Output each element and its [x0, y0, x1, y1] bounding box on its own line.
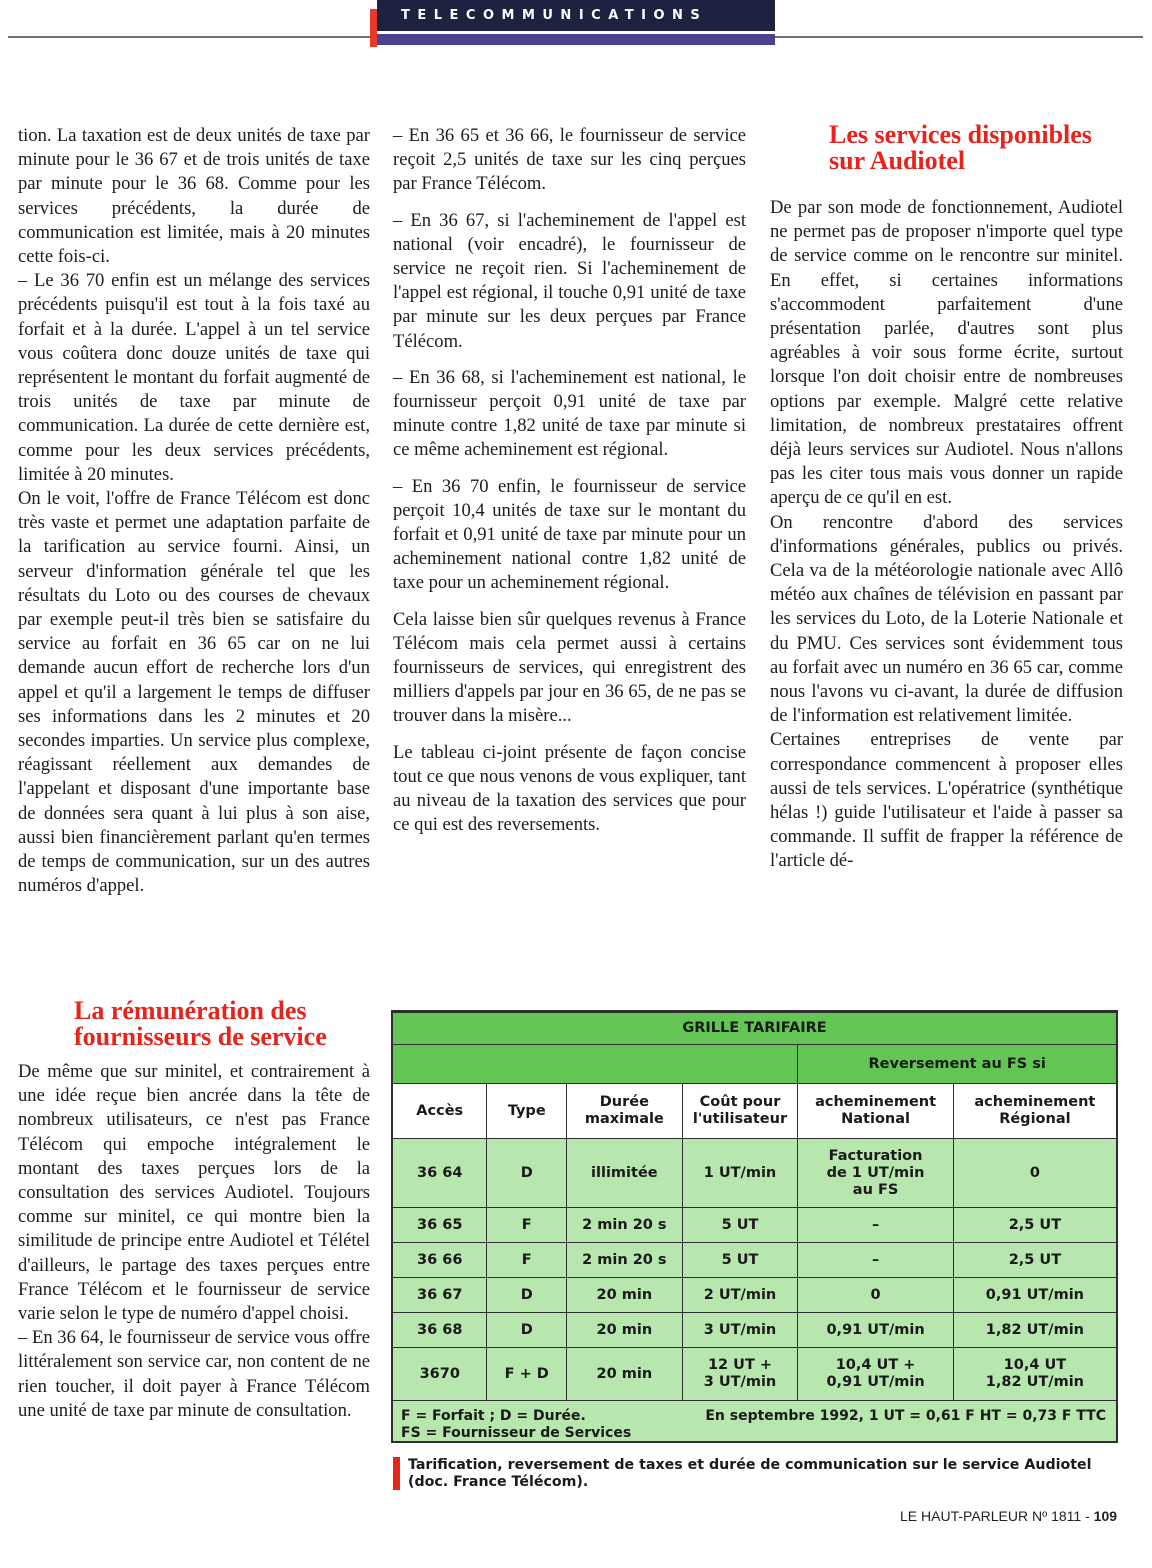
table-note: En septembre 1992, 1 UT = 0,61 F HT = 0,73 F TTC: [705, 1408, 1106, 1424]
table-legend: F = Forfait ; D = Durée. FS = Fournisseur de Services: [401, 1408, 632, 1441]
table-row: 36 64 D illimitée 1 UT/min Facturation de 1 UT/min au FS 0: [393, 1139, 1116, 1208]
paragraph: Le tableau ci-joint présente de façon concise tout ce que nous venons de vous expliquer, tant au niveau de la taxation des services que pour ce qui est des reversements.: [393, 741, 746, 836]
header-cout: Coût pour l'utilisateur: [682, 1084, 798, 1139]
paragraph: De par son mode de fonctionnement, Audiotel ne permet pas de proposer n'importe quel type de service comme on le rencontre sur minitel. En effet, si certaines informations s'accommodent parfaitement d'une présentation parlée, d'autres sont plus agréables à voir sous forme écrite, surtout lorsque l'on doit choisir entre de nombreuses options par exemple. Malgré cette relative limitation, de nombreux prestataires offrent déjà leurs services sur Audiotel. Nous n'allons pas les citer tous mais vous donner un rapide aperçu de ce qu'il en est.: [770, 197, 1123, 509]
header-red-marker: [370, 9, 377, 47]
header-acces: Accès: [393, 1084, 487, 1139]
paragraph: Cela laisse bien sûr quelques revenus à France Télécom mais cela permet aussi à certains fournisseurs de services, qui enregistrent des milliers d'appels par jour en 36 65, de ne pas se trouver dans la misère...: [393, 608, 746, 727]
article-column-4: [18, 1060, 370, 1423]
table-caption: Tarification, reversement de taxes et durée de communication sur le service Audiotel (doc. France Télécom).: [408, 1457, 1092, 1490]
table-row: 36 66 F 2 min 20 s 5 UT – 2,5 UT: [393, 1243, 1116, 1278]
table-row: 36 65 F 2 min 20 s 5 UT – 2,5 UT: [393, 1208, 1116, 1243]
caption-red-marker: [393, 1457, 400, 1490]
paragraph: De même que sur minitel, et contrairement à une idée reçue bien ancrée dans la tête de nombreux utilisateurs, ce n'est pas France Télécom qui empoche intégralement le montant des taxes perçues lors de la consultation des services Audiotel. Toujours comme sur minitel, ce qui montre bien la similitude de principe entre Audiotel et Télétel d'ailleurs, le partage des taxes perçues entre France Télécom et le fournisseur de service varie selon le type de numéro d'appel choisi.: [18, 1061, 370, 1325]
table-row: 3670 F + D 20 min 12 UT + 3 UT/min 10,4 UT + 0,91 UT/min 10,4 UT 1,82 UT/min: [393, 1348, 1116, 1401]
paragraph: – En 36 68, si l'acheminement est national, le fournisseur perçoit 0,91 unité de taxe par minute contre 1,82 unité de taxe par minute si ce même acheminement est régional.: [393, 366, 746, 461]
paragraph: tion. La taxation est de deux unités de taxe par minute pour le 36 67 et de trois unités de taxe par minute pour le 36 68. Comme pour les services précédents, la durée de communication est limitée, mais à 20 minutes cette fois-ci.: [18, 125, 370, 268]
header-national: acheminement National: [798, 1084, 953, 1139]
paragraph: – En 36 65 et 36 66, le fournisseur de service reçoit 2,5 unités de taxe sur les cinq perçues par France Télécom.: [393, 125, 746, 195]
page-footer: [900, 1508, 1117, 1524]
header-rule-left: [8, 36, 370, 38]
header-regional: acheminement Régional: [953, 1084, 1116, 1139]
section-label: TELECOMMUNICATIONS: [377, 0, 775, 31]
section-heading-remuneration: La rémunération des fournisseurs de service: [74, 996, 327, 1051]
table-row: 36 68 D 20 min 3 UT/min 0,91 UT/min 1,82 UT/min: [393, 1313, 1116, 1348]
header-type: Type: [487, 1084, 567, 1139]
paragraph: – En 36 64, le fournisseur de service vous offre littéralement son service car, non content de ne rien toucher, il doit payer à France Télécom une unité de taxe par minute de consultation.: [18, 1327, 370, 1421]
table-group-header: Reversement au FS si: [798, 1045, 1116, 1084]
page-number: 109: [1093, 1508, 1118, 1524]
header-rule-right: [775, 36, 1143, 38]
paragraph: – En 36 70 enfin, le fournisseur de service perçoit 10,4 unités de taxe sur le montant du forfait et 0,91 unité de taxe par minute pour un acheminement national contre 1,82 unité de taxe pour un acheminement régional.: [393, 475, 746, 594]
article-column-3: [770, 196, 1123, 874]
table-footer: [393, 1401, 1116, 1448]
paragraph: – Le 36 70 enfin est un mélange des services précédents puisqu'il est tout à la fois taxé au forfait et à la durée. L'appel à un tel service vous coûtera donc douze unités de taxe qui représentent le montant du forfait augmenté de trois unités de taxe par minute de communication. La durée de cette dernière est, comme pour les deux services précédents, limitée à 20 minutes.: [18, 270, 370, 485]
header-duree: Durée maximale: [567, 1084, 683, 1139]
paragraph: – En 36 67, si l'acheminement de l'appel est national (voir encadré), le fournisseur de service ne reçoit rien. Si l'acheminement de l'appel est régional, il touche 0,91 unité de taxe par minute sur les deux perçues par France Télécom.: [393, 209, 746, 352]
article-column-2: [393, 124, 746, 837]
paragraph: On rencontre d'abord des services d'informations générales, publics ou privés. Cela va de la météorologie nationale avec Allô météo aux chaînes de télévision en passant par les services du Loto, de la Loterie Nationale et du PMU. Ces services sont évidemment tous au forfait avec un numéro en 36 65 car, comme nous l'avons vu ci-avant, la durée de diffusion de l'information est relativement limitée.: [770, 511, 1123, 727]
table-header-row: [393, 1084, 1116, 1139]
section-heading-services: Les services disponibles sur Audiotel: [829, 120, 1092, 175]
magazine-issue: LE HAUT-PARLEUR Nº 1811 -: [900, 1508, 1094, 1524]
table-title: GRILLE TARIFAIRE: [393, 1013, 1116, 1045]
table-row: 36 67 D 20 min 2 UT/min 0 0,91 UT/min: [393, 1278, 1116, 1313]
article-column-1: [18, 124, 370, 899]
paragraph: Certaines entreprises de vente par correspondance commencent à proposer elles aussi de tels services. L'opératrice (synthétique hélas !) guide l'utilisateur et l'aide à passer sa commande. Il suffit de frapper la référence de l'article dé-: [770, 729, 1123, 872]
paragraph: On le voit, l'offre de France Télécom est donc très vaste et permet une adaptation parfaite de la tarification au service fourni. Ainsi, un serveur d'information générale tel que les résultats du Loto ou des courses de chevaux par exemple peut-il très bien se satisfaire du service au forfait en 36 65 car on ne lui demande aucun effort de recherche lors d'un appel et qu'il a largement le temps de diffuser ses informations dans les 2 minutes et 20 secondes imparties. Un service plus complexe, réagissant réellement aux demandes de l'appelant et disposant d'une importante base de données sera quant à lui plus à son aise, aussi bien financièrement parlant qu'en termes de temps de communication, sur un des autres numéros d'appel.: [18, 488, 370, 897]
table-group-spacer: [393, 1045, 798, 1084]
tariff-table: [391, 1010, 1118, 1443]
header-purple-bar: [377, 34, 775, 45]
